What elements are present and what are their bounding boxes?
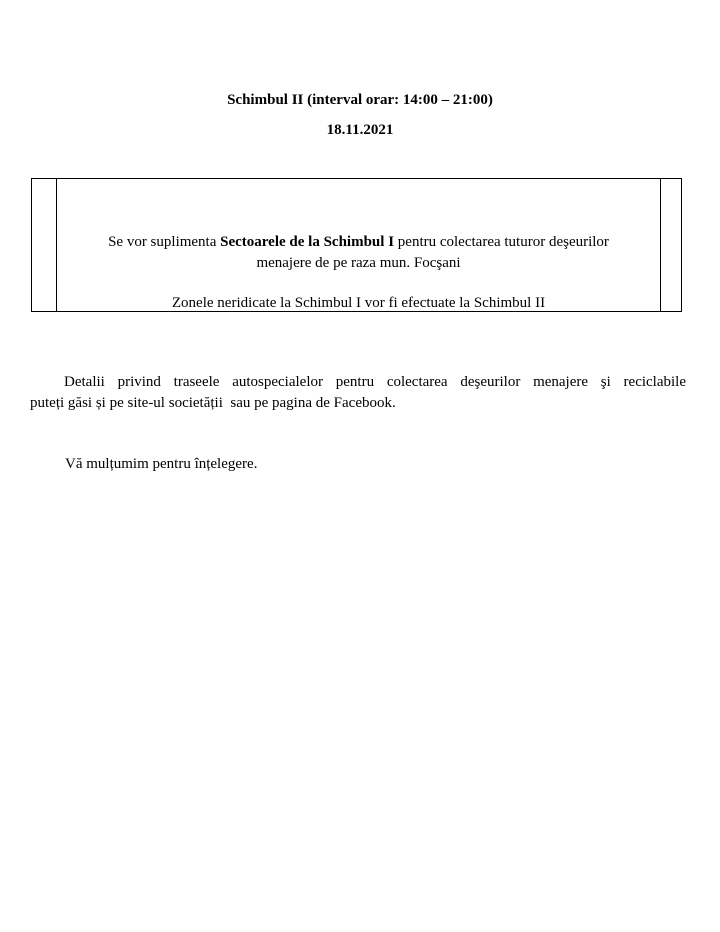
details-paragraph — [30, 372, 686, 414]
shift-title: Schimbul II (interval orar: 14:00 – 21:00) — [227, 92, 493, 108]
details-line-2 — [30, 393, 686, 414]
notice-line-2: menajere de pe raza mun. Focşani — [256, 255, 461, 271]
closing-paragraph — [30, 454, 686, 475]
notice-line-1-prefix: Se vor suplimenta — [108, 234, 221, 250]
details-line-2-text: puteți găsi și pe site-ul societății sau pe pagina de Facebook. — [30, 395, 396, 411]
notice-line-1-bold: Sectoarele de la Schimbul I — [220, 234, 395, 250]
notice-box — [31, 178, 682, 312]
notice-line-1-suffix: pentru colectarea tuturor deşeurilor — [394, 234, 609, 250]
document-date: 18.11.2021 — [326, 122, 394, 138]
notice-line-3: Zonele neridicate la Schimbul I vor fi efectuate la Schimbul II — [171, 295, 546, 311]
notice-line-1 — [57, 233, 660, 251]
box-right-divider — [660, 179, 661, 311]
details-line-1: Detalii privind traseele autospecialelor pentru colectarea deşeurilor menajere şi reciclabile — [64, 374, 686, 390]
thanks-text: Vă mulțumim pentru înțelegere. — [65, 456, 258, 472]
